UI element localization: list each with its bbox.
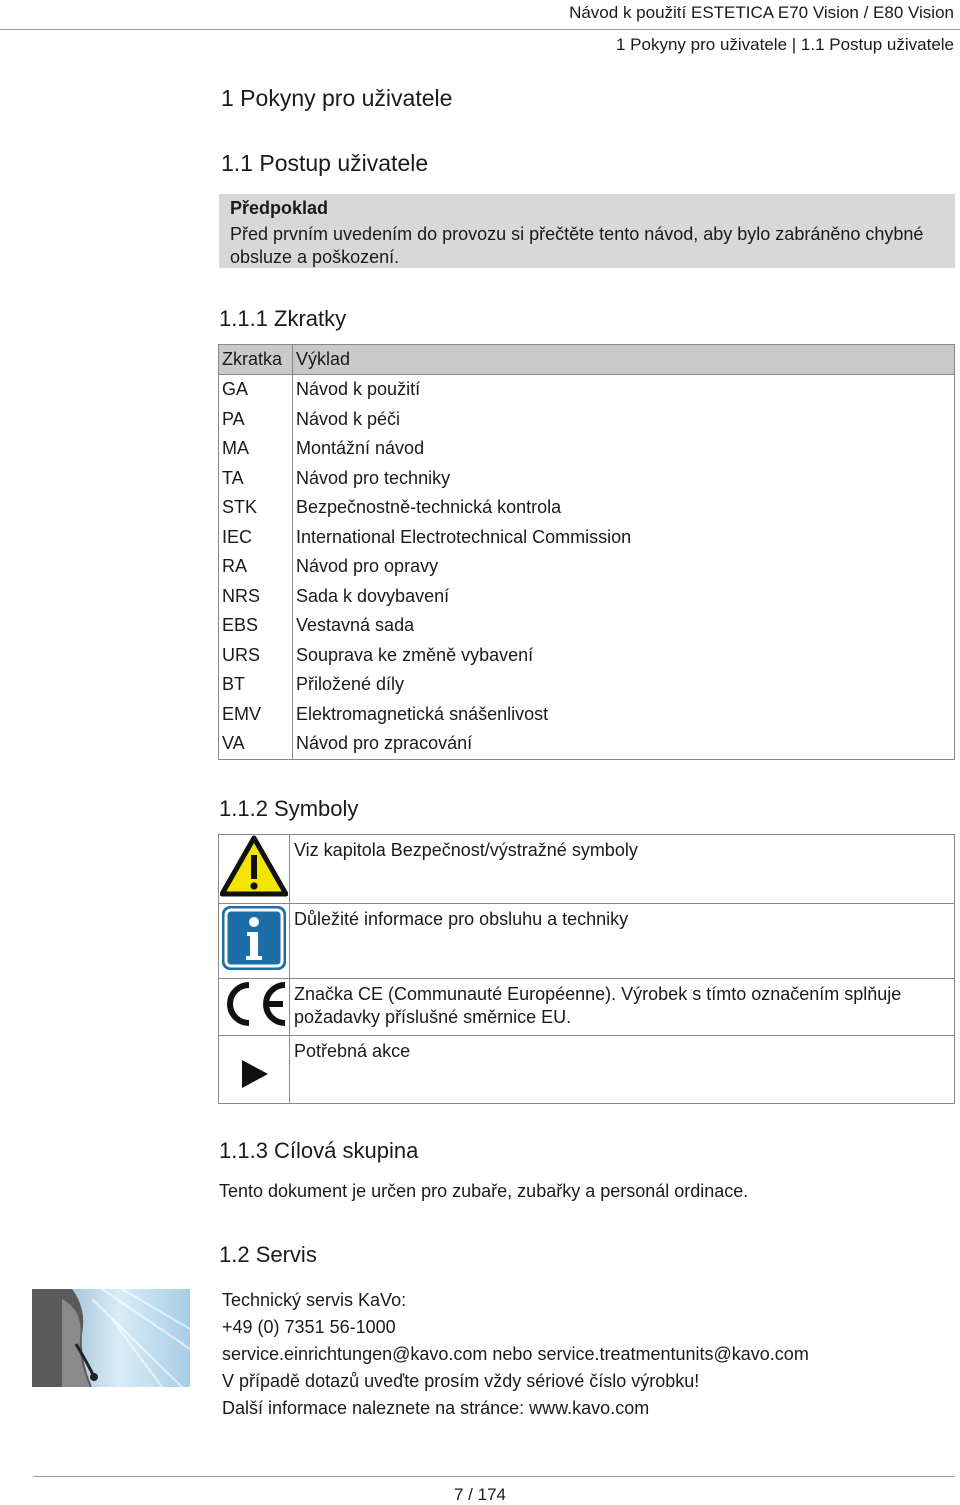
- table-row: [219, 582, 955, 612]
- table-row: [219, 670, 955, 700]
- service-contact: [222, 1287, 809, 1422]
- table-row: [219, 405, 955, 435]
- abbreviation-cell: VA: [219, 729, 293, 759]
- explanation-cell: International Electrotechnical Commission: [293, 523, 955, 553]
- prerequisite-title: Předpoklad: [230, 198, 329, 218]
- table-row: [219, 979, 955, 1036]
- service-headset-image: [32, 1289, 190, 1387]
- abbreviation-cell: PA: [219, 405, 293, 435]
- abbreviations-table: [218, 344, 955, 760]
- symbol-cell: [219, 835, 290, 904]
- prerequisite-text: Před prvním uvedením do provozu si přečtěte tento návod, aby bylo zabráněno chybné obsluze a poškození.: [230, 224, 924, 267]
- explanation-cell: Návod pro zpracování: [293, 729, 955, 759]
- info-icon: [220, 904, 288, 972]
- abbreviations-table-body: [219, 375, 955, 760]
- prerequisite-note: [219, 194, 955, 268]
- column-header-explanation: Výklad: [293, 345, 955, 375]
- table-row: [219, 464, 955, 494]
- page-number: 7 / 174: [454, 1485, 506, 1504]
- service-phone: +49 (0) 7351 56-1000: [222, 1317, 396, 1337]
- symbols-heading: 1.1.2 Symboly: [219, 796, 359, 821]
- table-row: [219, 904, 955, 979]
- footer-rule: [33, 1476, 955, 1477]
- symbol-description: Důležité informace pro obsluhu a techniky: [290, 904, 955, 979]
- table-row: [219, 523, 955, 553]
- header-rule: [0, 29, 960, 30]
- service-photo: [32, 1289, 190, 1387]
- section-heading-1: 1 Pokyny pro uživatele: [221, 85, 453, 111]
- table-row: [219, 493, 955, 523]
- abbreviation-cell: EMV: [219, 700, 293, 730]
- action-arrow-icon: [234, 1054, 274, 1094]
- symbols-table: [218, 834, 955, 1104]
- abbreviation-cell: IEC: [219, 523, 293, 553]
- table-row: [219, 700, 955, 730]
- symbol-description: Potřebná akce: [290, 1036, 955, 1104]
- service-note: V případě dotazů uveďte prosím vždy sériové číslo výrobku!: [222, 1371, 700, 1391]
- symbol-cell: [219, 979, 290, 1036]
- warning-triangle-icon: [220, 835, 288, 897]
- target-group-text: Tento dokument je určen pro zubaře, zubařky a personál ordinace.: [219, 1181, 749, 1201]
- abbreviation-cell: NRS: [219, 582, 293, 612]
- explanation-cell: Bezpečnostně-technická kontrola: [293, 493, 955, 523]
- symbol-description: Značka CE (Communauté Européenne). Výrobek s tímto označením splňuje požadavky příslušné směrnice EU.: [290, 979, 955, 1036]
- service-website: Další informace naleznete na stránce: www.kavo.com: [222, 1398, 650, 1418]
- service-emails: service.einrichtungen@kavo.com nebo service.treatmentunits@kavo.com: [222, 1344, 809, 1364]
- abbreviation-cell: STK: [219, 493, 293, 523]
- table-row: [219, 729, 955, 759]
- abbreviation-cell: URS: [219, 641, 293, 671]
- service-heading: 1.2 Servis: [219, 1242, 317, 1267]
- target-group-heading: 1.1.3 Cílová skupina: [219, 1138, 419, 1163]
- abbreviations-heading: 1.1.1 Zkratky: [219, 306, 347, 331]
- explanation-cell: Vestavná sada: [293, 611, 955, 641]
- explanation-cell: Sada k dovybavení: [293, 582, 955, 612]
- explanation-cell: Návod pro techniky: [293, 464, 955, 494]
- abbreviation-cell: RA: [219, 552, 293, 582]
- explanation-cell: Návod k péči: [293, 405, 955, 435]
- abbreviation-cell: MA: [219, 434, 293, 464]
- table-row: [219, 641, 955, 671]
- explanation-cell: Návod k použití: [293, 375, 955, 405]
- symbol-description: Viz kapitola Bezpečnost/výstražné symboly: [290, 835, 955, 904]
- abbreviation-cell: GA: [219, 375, 293, 405]
- table-row: [219, 835, 955, 904]
- explanation-cell: Souprava ke změně vybavení: [293, 641, 955, 671]
- ce-mark-icon: [219, 979, 289, 1029]
- service-label: Technický servis KaVo:: [222, 1290, 407, 1310]
- abbreviation-cell: EBS: [219, 611, 293, 641]
- table-row: [219, 434, 955, 464]
- abbreviation-cell: BT: [219, 670, 293, 700]
- table-header-row: [219, 345, 955, 375]
- symbol-cell: [219, 904, 290, 979]
- column-header-abbreviation: Zkratka: [219, 345, 293, 375]
- explanation-cell: Elektromagnetická snášenlivost: [293, 700, 955, 730]
- symbol-cell: [219, 1036, 290, 1104]
- table-row: [219, 375, 955, 405]
- table-row: [219, 552, 955, 582]
- table-row: [219, 611, 955, 641]
- explanation-cell: Montážní návod: [293, 434, 955, 464]
- table-row: [219, 1036, 955, 1104]
- breadcrumb: 1 Pokyny pro uživatele | 1.1 Postup uživatele: [616, 35, 954, 54]
- explanation-cell: Návod pro opravy: [293, 552, 955, 582]
- document-title: Návod k použití ESTETICA E70 Vision / E80 Vision: [569, 3, 954, 22]
- abbreviation-cell: TA: [219, 464, 293, 494]
- section-heading-1-1: 1.1 Postup uživatele: [221, 150, 429, 176]
- explanation-cell: Přiložené díly: [293, 670, 955, 700]
